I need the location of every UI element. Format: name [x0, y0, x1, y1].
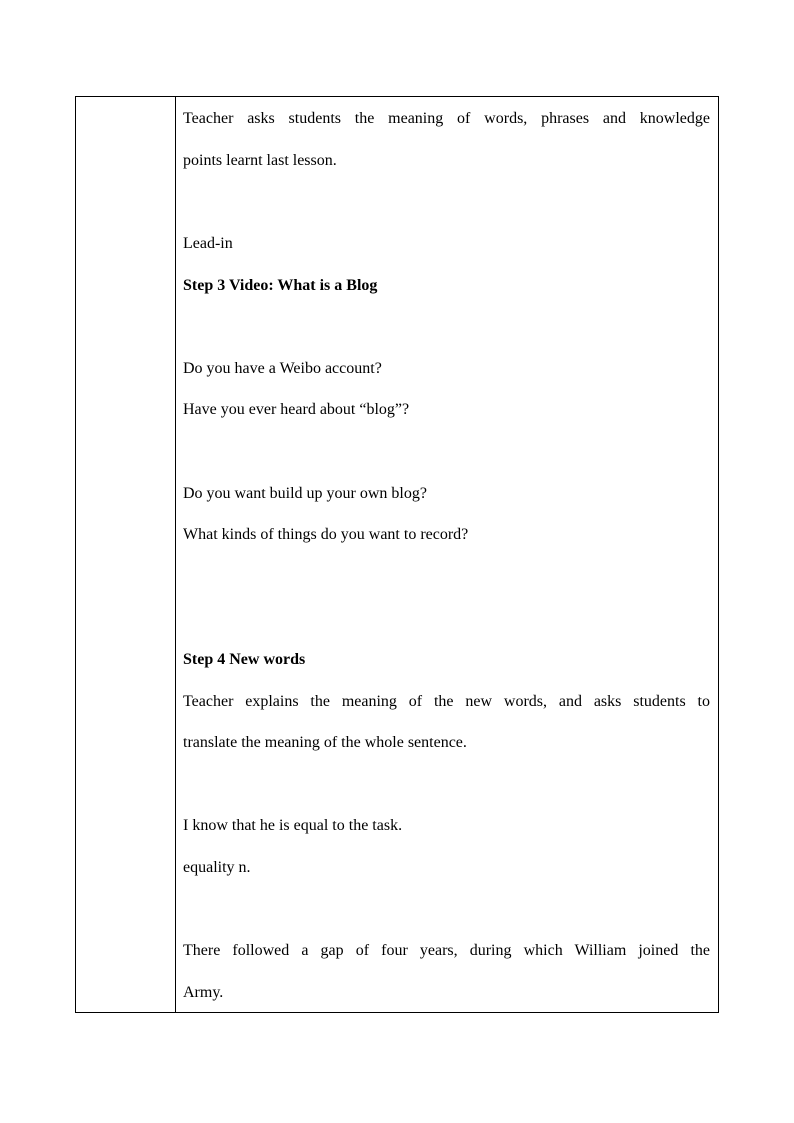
question-record: What kinds of things do you want to record?: [183, 526, 469, 543]
table-right-column: [176, 97, 718, 1012]
text-line-review-1: Teacher asks students the meaning of words, phrases and knowledge: [183, 110, 710, 127]
example-sentence-gap-2: Army.: [183, 984, 224, 1001]
text-line-review-2: points learnt last lesson.: [183, 152, 337, 169]
lesson-plan-table: [75, 96, 719, 1013]
vocab-equality: equality n.: [183, 859, 251, 876]
text-line-lead-in: Lead-in: [183, 235, 233, 252]
step-4-heading: Step 4 New words: [183, 651, 306, 668]
example-sentence-gap-1: There followed a gap of four years, during which William joined the: [183, 942, 710, 959]
question-weibo: Do you have a Weibo account?: [183, 360, 382, 377]
question-blog: Have you ever heard about “blog”?: [183, 401, 410, 418]
text-line-new-words-2: translate the meaning of the whole sentence.: [183, 734, 467, 751]
text-line-new-words-1: Teacher explains the meaning of the new words, and asks students to: [183, 693, 710, 710]
example-sentence-equal: I know that he is equal to the task.: [183, 817, 403, 834]
step-3-heading: Step 3 Video: What is a Blog: [183, 277, 378, 294]
question-build-blog: Do you want build up your own blog?: [183, 485, 427, 502]
table-left-column: [76, 97, 176, 1012]
